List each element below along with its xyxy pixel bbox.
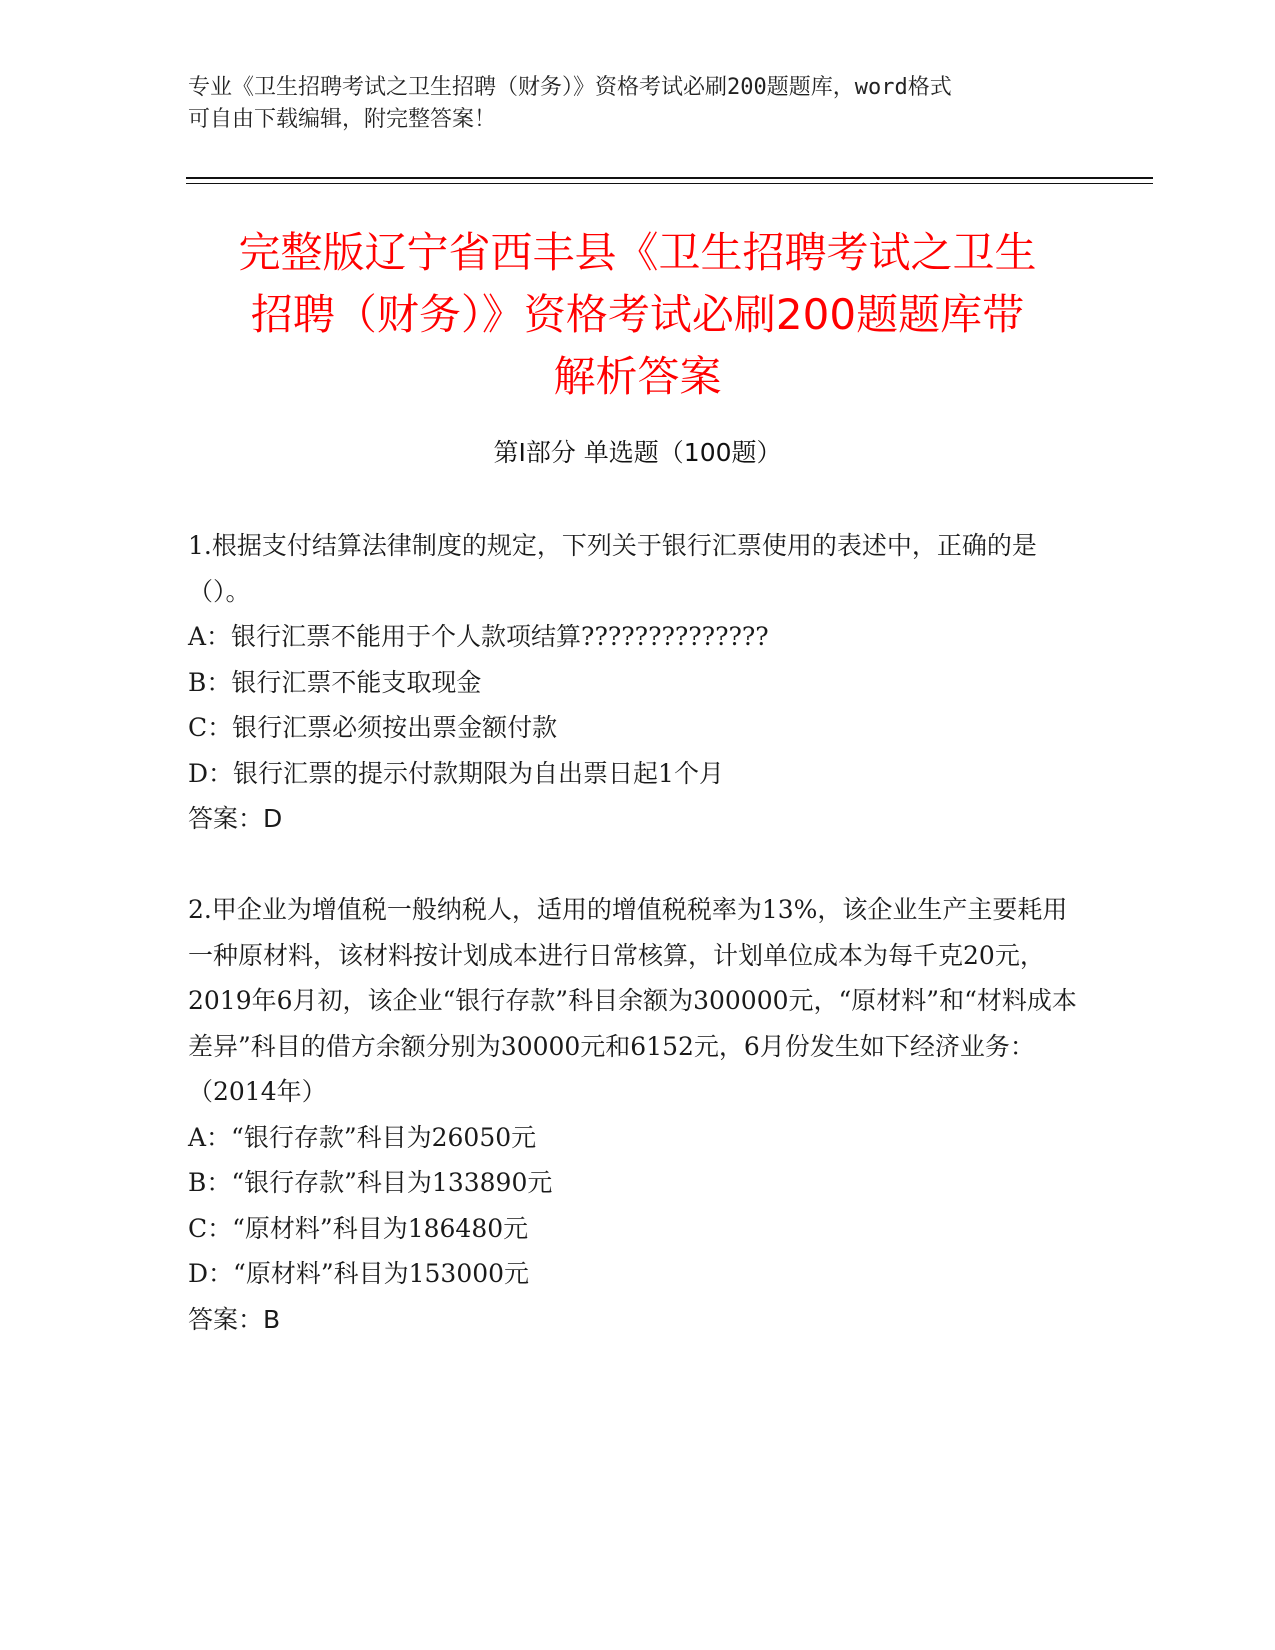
option-a: A：“银行存款”科目为26050元 — [188, 1122, 537, 1152]
question-stem: 1.根据支付结算法律制度的规定，下列关于银行汇票使用的表述中，正确的是（）。 — [188, 531, 1037, 606]
header-line-2: 可自由下载编辑，附完整答案！ — [188, 107, 497, 132]
title-line-1: 完整版辽宁省西丰县《卫生招聘考试之卫生 — [238, 228, 1037, 277]
document-title — [150, 222, 1125, 408]
question-1 — [188, 523, 1088, 842]
title-line-2: 招聘（财务）》资格考试必刷200题题库带 — [250, 290, 1025, 339]
option-d: D：“原材料”科目为153000元 — [188, 1259, 530, 1288]
answer: 答案：B — [188, 1304, 281, 1334]
question-stem: 2.甲企业为增值税一般纳税人，适用的增值税税率为13%，该企业生产主要耗用一种原材料，该材料按计划成本进行日常核算，计划单位成本为每千克20元，2019年6月初，该企业“银行存款”科目余额为300000元，“原材料”和“材料成本差异”科目的借方余额分别为30000元和6152元，6月份发生如下经济业务：（2014年） — [188, 895, 1077, 1106]
option-c: C：“原材料”科目为186480元 — [188, 1213, 529, 1243]
header-divider-thick — [186, 177, 1153, 179]
title-line-3: 解析答案 — [553, 352, 722, 401]
document-header — [188, 72, 1088, 136]
question-2 — [188, 887, 1088, 1342]
section-heading: 第Ⅰ部分 单选题（100题） — [493, 438, 782, 467]
option-b: B：银行汇票不能支取现金 — [188, 667, 482, 697]
header-divider-thin — [186, 183, 1153, 184]
header-line-1: 专业《卫生招聘考试之卫生招聘（财务）》资格考试必刷200题题库，word格式 — [188, 75, 952, 100]
option-d: D：银行汇票的提示付款期限为自出票日起1个月 — [188, 758, 724, 788]
answer: 答案：D — [188, 804, 283, 833]
option-c: C：银行汇票必须按出票金额付款 — [188, 713, 558, 742]
option-b: B：“银行存款”科目为133890元 — [188, 1168, 553, 1197]
option-a: A：银行汇票不能用于个人款项结算?????????????? — [188, 622, 769, 651]
